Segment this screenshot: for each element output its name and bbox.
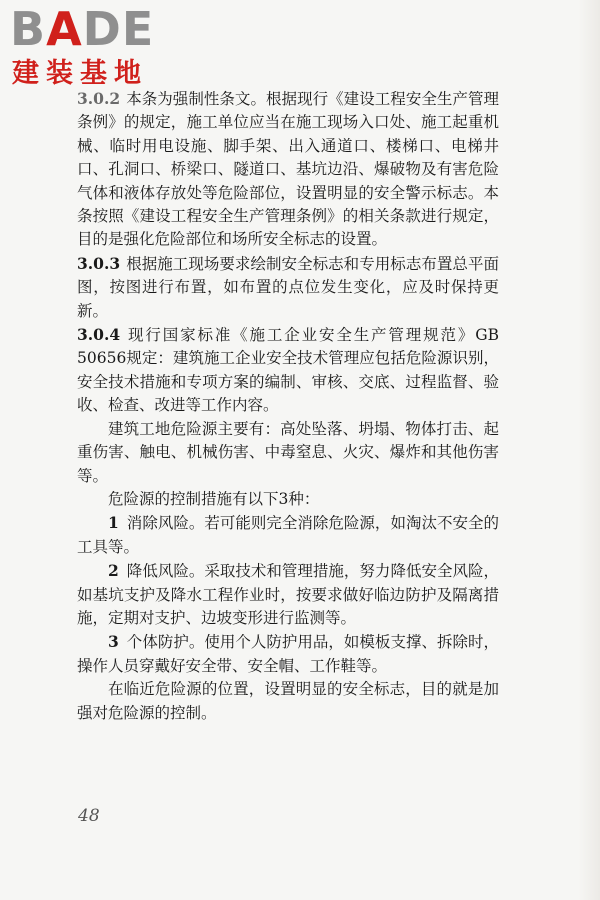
page-edge-shadow bbox=[578, 0, 600, 900]
item-text: 消除风险。若可能则完全消除危险源，如淘汰不安全的工具等。 bbox=[77, 514, 499, 556]
logo-wordmark: BADE bbox=[10, 2, 155, 56]
document-body bbox=[77, 87, 499, 725]
measure-item-2 bbox=[77, 559, 499, 630]
item-number: 2 bbox=[108, 561, 119, 581]
measure-item-3 bbox=[77, 630, 499, 678]
clause-3-0-3 bbox=[77, 252, 499, 323]
measure-item-1 bbox=[77, 511, 499, 559]
page-number: 48 bbox=[78, 806, 100, 826]
closing-paragraph: 在临近危险源的位置，设置明显的安全标志，目的就是加强对危险源的控制。 bbox=[77, 680, 499, 722]
clause-number: 3.0.2 bbox=[77, 89, 121, 108]
item-text: 降低风险。采取技术和管理措施，努力降低安全风险，如基坑支护及降水工程作业时，按要求做好临边防护及隔离措施，定期对支护、边坡变形进行监测等。 bbox=[77, 562, 499, 627]
clause-number: 3.0.3 bbox=[77, 253, 121, 273]
logo-subtitle: 建装基地 bbox=[12, 58, 148, 89]
item-number: 3 bbox=[108, 632, 119, 652]
clause-3-0-4 bbox=[77, 323, 499, 418]
clause-number: 3.0.4 bbox=[77, 325, 121, 345]
measures-intro: 危险源的控制措施有以下3种： bbox=[108, 489, 320, 508]
clause-text: 本条为强制性条文。根据现行《建设工程安全生产管理条例》的规定，施工单位应当在施工现场入口处、施工起重机械、临时用电设施、脚手架、出入通道口、楼梯口、电梯井口、孔洞口、桥梁口、隧道口、基坑边沿、爆破物及有害危险气体和液体存放处等危险部位，设置明显的安全警示标志。本条按照《建设工程安全生产管理条例》的相关条款进行规定，目的是强化危险部位和场所安全标志的设置。 bbox=[77, 90, 499, 249]
clause-text: 根据施工现场要求绘制安全标志和专用标志布置总平面图，按图进行布置，如布置的点位发生变化，应及时保持更新。 bbox=[77, 254, 499, 320]
bade-logo bbox=[10, 2, 180, 89]
clause-3-0-2 bbox=[77, 87, 499, 252]
hazard-paragraph: 建筑工地危险源主要有：高处坠落、坍塌、物体打击、起重伤害、触电、机械伤害、中毒窒息、火灾、爆炸和其他伤害等。 bbox=[77, 419, 499, 485]
item-text: 个体防护。使用个人防护用品，如模板支撑、拆除时，操作人员穿戴好安全带、安全帽、工作鞋等。 bbox=[77, 633, 499, 675]
clause-text: 现行国家标准《施工企业安全生产管理规范》GB 50656规定：建筑施工企业安全技术管理应包括危险源识别，安全技术措施和专项方案的编制、审核、交底、过程监督、验收、检查、改进等工作内容。 bbox=[77, 326, 499, 415]
item-number: 1 bbox=[108, 513, 119, 533]
